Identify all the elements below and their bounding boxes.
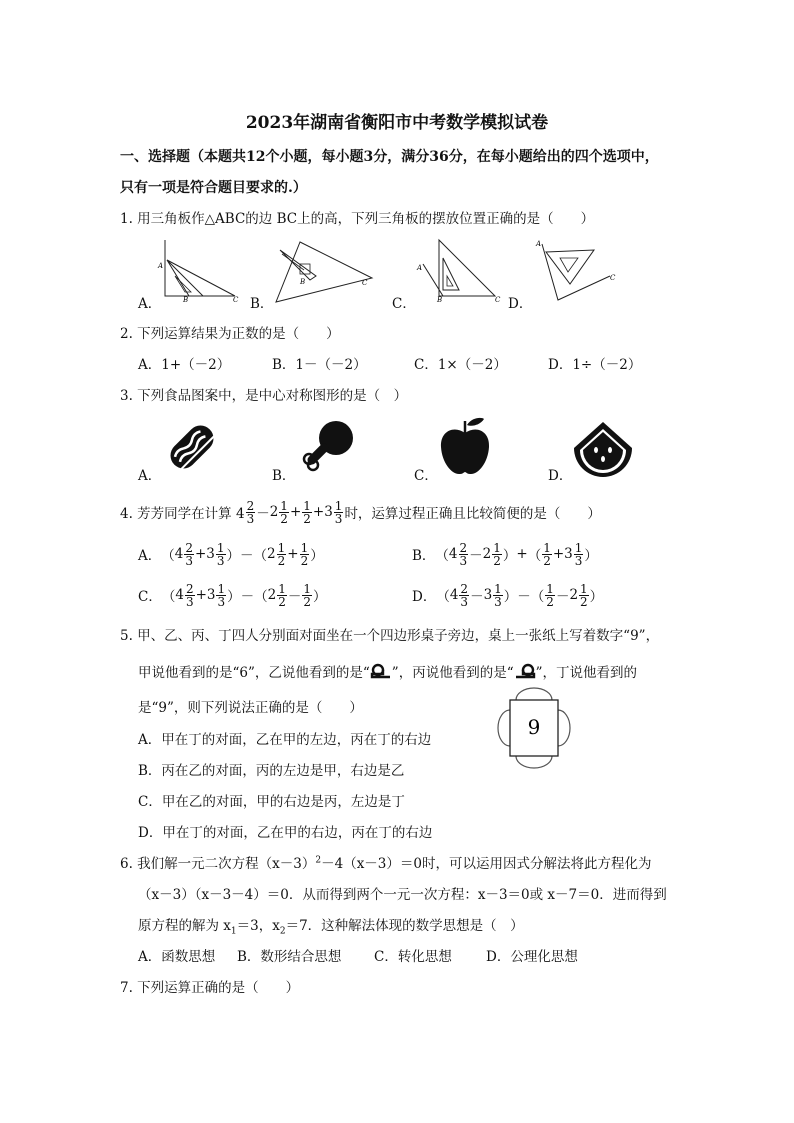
q4-option-c[interactable]: C． （ 4 $\frac{2}{3}$ + 3 $\frac{1}{3}$ ） － （ 2 $\frac{1}{2}$ － $\frac{1}{2}$ ） bbox=[138, 581, 327, 609]
section-heading-line2: 只有一项是符合题目要求的.） bbox=[120, 180, 307, 196]
q6-line1: 6. 我们解一元二次方程$(x-3)^2-4(x-3)=0$时，可以运用因式分解法将此方程化为 bbox=[120, 855, 652, 872]
hotdog-icon bbox=[163, 418, 221, 476]
section-heading-line1: 一、选择题（本题共12个小题，每小题3分，满分36分，在每小题给出的四个选项中， bbox=[120, 149, 659, 165]
q4-frac-2-3: $\frac{2}{3}$ bbox=[246, 498, 255, 526]
exam-title: 2023年湖南省衡阳市中考数学模拟试卷 bbox=[245, 113, 549, 133]
q4-frac-1-2a: $\frac{1}{2}$ bbox=[280, 498, 288, 526]
q3-option-c[interactable]: C． bbox=[414, 468, 438, 484]
q1-option-c[interactable]: C． bbox=[392, 296, 416, 312]
q4-suffix: 时，运算过程正确且比较简便的是（ ） bbox=[344, 506, 601, 522]
q1-option-d[interactable]: D． bbox=[508, 296, 533, 312]
q5-option-d[interactable]: D．甲在丁的对面，乙在甲的右边，丙在丁的右边 bbox=[138, 825, 433, 841]
q5-option-b[interactable]: B．丙在乙的对面，丙的左边是甲，右边是乙 bbox=[138, 763, 405, 779]
q1a-label-c: C bbox=[233, 296, 239, 304]
q3-stem: 3. 下列食品图案中，是中心对称图形的是（ ） bbox=[120, 388, 408, 404]
q1c-label-c: C bbox=[495, 296, 501, 304]
q1b-label-c: C bbox=[362, 279, 368, 287]
q5-table-figure bbox=[494, 688, 574, 768]
table-digit: 9 bbox=[527, 715, 541, 739]
q2-option-b[interactable]: B．1－（－2） bbox=[272, 357, 367, 373]
q1-figure-d bbox=[532, 238, 622, 304]
q7-stem: 7. 下列运算正确的是（ ） bbox=[120, 980, 300, 996]
q1c-label-b: B bbox=[437, 296, 443, 304]
drumstick-icon bbox=[300, 418, 356, 476]
q6-option-a[interactable]: A．函数思想 bbox=[138, 949, 216, 965]
q4-stem: 4. 芳芳同学在计算 4 $\frac{2}{3}$ － 2 $\frac{1}{2}$ + $\frac{1}{2}$ + 3 $\frac{1}{3}$ 时，运算过程正确且比较简便的是（ ） bbox=[120, 498, 601, 526]
q2-option-a[interactable]: A．1+（－2） bbox=[138, 357, 231, 373]
q6-option-b[interactable]: B．数形结合思想 bbox=[237, 949, 342, 965]
q5-line1: 5. 甲、乙、丙、丁四人分别面对面坐在一个四边形桌子旁边，桌上一张纸上写着数字“9”， bbox=[120, 628, 660, 644]
q1d-label-c: C bbox=[610, 274, 616, 282]
q2-option-c[interactable]: C．1×（－2） bbox=[414, 357, 507, 373]
q4-frac-1-3: $\frac{1}{3}$ bbox=[334, 498, 343, 526]
q5-line3: 是“9”，则下列说法正确的是（ ） bbox=[138, 700, 363, 716]
q1b-label-b: B bbox=[300, 278, 306, 286]
q5-line2: 甲说他看到的是“6”，乙说他看到的是“ ”，丙说他看到的是“ ”，丁说他看到的 bbox=[138, 661, 637, 681]
rotated-nine-glyph-1 bbox=[370, 662, 392, 680]
q1c-label-a: A bbox=[417, 264, 423, 272]
q2-option-d[interactable]: D．1÷（－2） bbox=[548, 357, 642, 373]
q1a-label-b: B bbox=[183, 296, 189, 304]
q1-option-b[interactable]: B． bbox=[250, 296, 274, 312]
q6-line3: 原方程的解为 $x_1=3$，$x_2=7$．这种解法体现的数学思想是（ ） bbox=[138, 918, 524, 937]
q4-option-b[interactable]: B． （ 4 $\frac{2}{3}$ － 2 $\frac{1}{2}$ ） + （ $\frac{1}{2}$ + 3 $\frac{1}{3}$ ） bbox=[412, 540, 598, 568]
q4-frac-1-2b: $\frac{1}{2}$ bbox=[303, 498, 311, 526]
q1d-label-a: A bbox=[536, 240, 542, 248]
apple-icon bbox=[438, 415, 492, 477]
q1-stem: 1. 用三角板作△ABC的边 BC上的高，下列三角板的摆放位置正确的是（ ） bbox=[120, 211, 595, 227]
rotated-nine-glyph-2 bbox=[514, 662, 536, 680]
q1a-label-a: A bbox=[158, 262, 164, 270]
q6-option-c[interactable]: C．转化思想 bbox=[374, 949, 452, 965]
q4-option-d[interactable]: D． （ 4 $\frac{2}{3}$ － 3 $\frac{1}{3}$ ） － （ $\frac{1}{2}$ － 2 $\frac{1}{2}$ ） bbox=[412, 581, 604, 609]
q3-option-d[interactable]: D． bbox=[548, 468, 573, 484]
q2-stem: 2. 下列运算结果为正数的是（ ） bbox=[120, 326, 340, 342]
q6-option-d[interactable]: D．公理化思想 bbox=[486, 949, 578, 965]
q4-option-a[interactable]: A． （ 4 $\frac{2}{3}$ + 3 $\frac{1}{3}$ ） － （ 2 $\frac{1}{2}$ + $\frac{1}{2}$ ） bbox=[138, 540, 324, 568]
q3-option-b[interactable]: B． bbox=[272, 468, 296, 484]
q1-option-a[interactable]: A． bbox=[138, 296, 162, 312]
q1-figure-a bbox=[155, 238, 245, 304]
q3-option-a[interactable]: A． bbox=[138, 468, 162, 484]
q6-line2: （x－3）（x－3－4）＝0．从而得到两个一元一次方程：x－3＝0或 x－7＝0．进而得到 bbox=[138, 887, 667, 903]
watermelon-icon bbox=[572, 420, 634, 472]
q1-figure-b bbox=[270, 240, 380, 304]
q5-option-c[interactable]: C．甲在乙的对面，甲的右边是丙，左边是丁 bbox=[138, 794, 405, 810]
q4-prefix: 4. 芳芳同学在计算 4 bbox=[120, 506, 245, 522]
q1-figure-c bbox=[413, 238, 503, 304]
q5-option-a[interactable]: A．甲在丁的对面，乙在甲的左边，丙在丁的右边 bbox=[138, 732, 432, 748]
